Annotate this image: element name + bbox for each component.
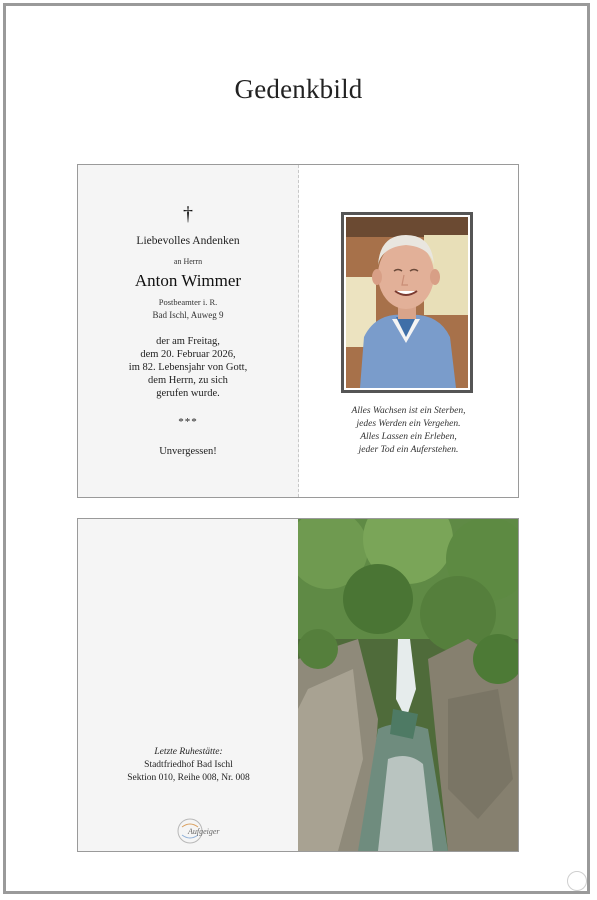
passing-line: im 82. Lebensjahr von Gott, <box>128 362 248 373</box>
funeral-home-logo <box>176 815 220 847</box>
passing-line: der am Freitag, <box>156 336 220 347</box>
address: Bad Ischl, Auweg 9 <box>152 310 224 320</box>
memorial-quote <box>299 405 518 457</box>
page-title: Gedenkbild <box>234 74 363 104</box>
card-text-panel <box>78 165 299 497</box>
resting-place-label: Letzte Ruhestätte: <box>154 747 223 757</box>
memorial-card-front <box>77 164 519 498</box>
deceased-name: Anton Wimmer <box>134 271 242 290</box>
gorge-landscape-photo <box>298 519 518 851</box>
svg-text:Aufgeiger: Aufgeiger <box>188 827 220 836</box>
portrait-frame <box>341 212 473 393</box>
occupation: Postbeamter i. R. <box>158 297 218 307</box>
card-photo-panel <box>299 165 518 497</box>
quote-line: Alles Lassen ein Erleben, <box>360 432 457 442</box>
cross-icon: † <box>183 203 193 225</box>
portrait-photo <box>346 217 468 388</box>
grave-location: Sektion 010, Reihe 008, Nr. 008 <box>127 773 250 783</box>
closing-text: Unvergessen! <box>159 446 217 457</box>
quote-line: Alles Wachsen ist ein Sterben, <box>351 406 466 416</box>
passing-line: dem 20. Februar 2026, <box>140 349 236 360</box>
corner-circle-icon <box>567 871 587 891</box>
intro-text: Liebevolles Andenken <box>136 235 240 247</box>
memorial-card-back <box>77 518 519 852</box>
quote-line: jeder Tod ein Auferstehen. <box>358 445 459 455</box>
quote-line: jedes Werden ein Vergehen. <box>356 419 461 429</box>
name-prefix: an Herrn <box>173 257 203 266</box>
passing-text <box>78 335 298 400</box>
resting-place: Stadtfriedhof Bad Ischl <box>144 760 233 770</box>
passing-line: gerufen wurde. <box>156 388 220 399</box>
passing-line: dem Herrn, zu sich <box>148 375 228 386</box>
card-back-text-panel <box>78 519 299 851</box>
stars-divider: *** <box>178 416 198 428</box>
